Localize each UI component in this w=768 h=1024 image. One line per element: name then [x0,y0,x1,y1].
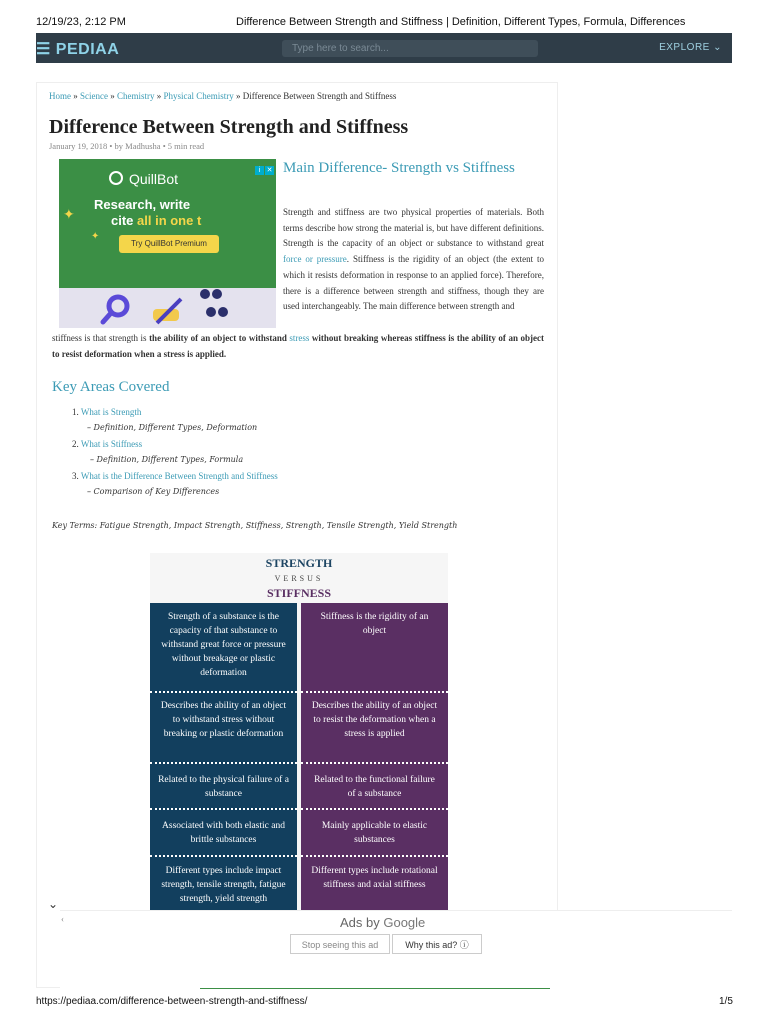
divider [150,855,297,857]
breadcrumb-sep: » [154,91,164,101]
stiffness-cell: Different types include rotational stiffness and axial stiffness [311,866,438,890]
quillbot-logo-icon [109,171,123,185]
print-datetime: 12/19/23, 2:12 PM [36,16,126,28]
print-header [0,0,768,28]
intro-text-a: Strength and stiffness are two physical properties of materials. Both terms describe how strong the material is, but have different definitions. Strength is the capacity of an object or substance to withstand great [283,207,544,249]
ads-by-label: Ads by [340,915,384,930]
toc-subitem: – Definition, Different Types, Deformation [87,423,258,432]
quote-icon [197,287,231,328]
force-pressure-link[interactable]: force or pressure [283,254,347,265]
toc-item [72,439,142,449]
breadcrumb [49,91,396,101]
stiffness-cell: Related to the functional failure of a substance [314,775,435,799]
main-difference-heading: Main Difference- Strength vs Stiffness [283,160,515,176]
ad-headline-2b: all in one t [137,213,202,228]
toc-item [72,471,278,481]
ad-headline-2 [111,213,201,228]
divider [150,691,297,693]
ad-badge[interactable] [255,159,277,174]
divider [200,988,550,989]
stiffness-cell: Mainly applicable to elastic substances [321,821,428,845]
key-areas-heading: Key Areas Covered [52,379,170,395]
back-arrow-icon[interactable]: ‹ [61,914,64,924]
ad-close-icon[interactable]: ✕ [266,167,273,174]
ad-cta-button[interactable]: Try QuillBot Premium [119,235,219,253]
ad-brand: QuillBot [129,171,179,187]
stop-seeing-ad-button[interactable]: Stop seeing this ad [290,934,390,954]
infographic-title-strength: STRENGTH [265,556,333,570]
print-url: https://pediaa.com/difference-between-strength-and-stiffness/ [36,996,308,1007]
strength-cell: Related to the physical failure of a substance [158,775,289,799]
toc-number: 3. [72,471,79,481]
stress-link[interactable]: stress [289,333,310,343]
infographic-versus: VERSUS [274,574,324,583]
stiffness-cell: Describes the ability of an object to resist the deformation when a stress is applied [311,701,438,739]
breadcrumb-sep: » [107,91,117,101]
intro-bold-1: the ability of an object to withstand [149,333,290,343]
intro-paragraph [283,205,544,315]
breadcrumb-physical-chemistry[interactable]: Physical Chemistry [163,91,234,101]
google-label: Google [383,915,426,930]
page-title: Difference Between Strength and Stiffness [49,116,409,138]
toc-number: 1. [72,407,79,417]
article-meta: January 19, 2018 • by Madhusha • 5 min read [49,141,205,151]
divider [150,808,297,810]
toc-item [72,407,141,417]
toc-number: 2. [72,439,79,449]
article-container [36,82,558,988]
search-input[interactable]: Type here to search... [282,40,538,57]
breadcrumb-current: Difference Between Strength and Stiffness [242,91,397,101]
intro-paragraph-cont [52,331,544,362]
intro-text-c: stiffness is that strength is [52,333,150,343]
strength-cell: Describes the ability of an object to withstand stress without breaking or plastic deformation [160,701,287,739]
intro-bold-2: without breaking whereas stiffness is the ability of an object to resist deformation when a stress is applied. [52,333,544,359]
breadcrumb-chemistry[interactable]: Chemistry [116,91,155,101]
google-ads-bar [60,910,732,989]
divider [301,855,448,857]
strength-cell: Strength of a substance is the capacity of that substance to withstand great force or pressure without breakage or plastic deformation [161,612,286,678]
ad-info-icon[interactable]: i [255,166,264,175]
print-title: Difference Between Strength and Stiffness | Definition, Different Types, Formula, Differences [236,16,686,28]
infographic-title-stiffness: STIFFNESS [266,586,332,600]
why-this-ad-button[interactable]: Why this ad? ⓘ [392,934,482,954]
sparkle-icon: ✦ [63,208,75,223]
sparkle-icon: ✦ [91,231,100,242]
stiffness-cell: Stiffness is the rigidity of an object [320,612,429,636]
toc-link-stiffness[interactable]: What is Stiffness [80,439,143,449]
key-terms: Key Terms: Fatigue Strength, Impact Strength, Stiffness, Strength, Tensile Strength, Yield Strength [52,521,458,530]
print-page-number: 1/5 [719,996,733,1007]
intro-text-b: . Stiffness is the rigidity of an object (the extent to which it resists deformation in response to an applied force). Therefore, there is a difference between strength and stiffness, though they are used interchangeably. The main difference between strength and [283,254,544,312]
breadcrumb-home[interactable]: Home [49,91,71,101]
strength-cell: Associated with both elastic and brittle substances [162,821,285,845]
divider [301,762,448,764]
toc-subitem: – Comparison of Key Differences [87,487,220,496]
ad-headline-2a: cite [111,213,138,228]
quillbot-ad[interactable] [59,159,276,328]
chevron-down-icon[interactable]: ⌄ [48,897,59,911]
magnifier-icon [99,293,133,328]
breadcrumb-sep: » [233,91,243,101]
strength-cell: Different types include impact strength, tensile strength, fatigue strength, yield strength [161,866,286,904]
site-logo[interactable]: ☰ PEDIAA [36,41,120,58]
breadcrumb-science[interactable]: Science [80,91,108,101]
ad-headline-1: Research, write [94,197,191,212]
pencil-hand-icon [147,295,187,328]
toc-subitem: – Definition, Different Types, Formula [90,455,244,464]
divider [301,808,448,810]
site-navbar [36,33,732,63]
breadcrumb-sep: » [71,91,80,101]
ads-by-google [340,915,425,930]
divider [150,762,297,764]
divider [301,691,448,693]
toc-link-difference[interactable]: What is the Difference Between Strength and Stiffness [80,471,278,481]
toc-link-strength[interactable]: What is Strength [80,407,142,417]
explore-menu-button[interactable]: EXPLORE ⌄ [659,42,722,53]
